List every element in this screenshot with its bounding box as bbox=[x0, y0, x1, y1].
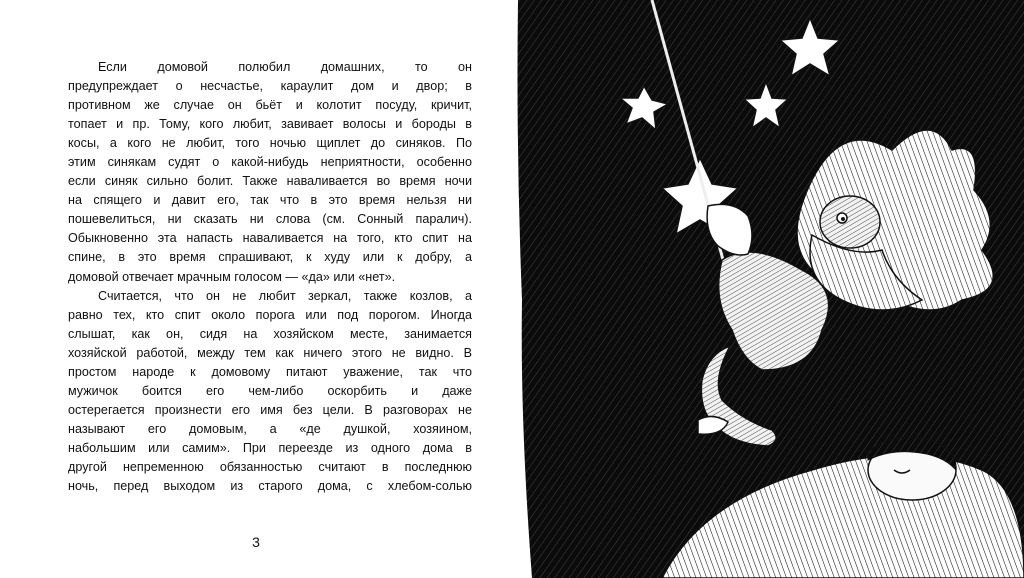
page-number: 3 bbox=[252, 534, 260, 550]
text-line: домовой отвечает мрачным голосом — «да» или «нет». bbox=[68, 269, 396, 284]
text-line: на спящего и давит его, так что в это время нельзя ни bbox=[68, 193, 472, 208]
text-line: хозяйской работой, между тем как ничего этого не видно. В bbox=[68, 345, 472, 360]
text-line: Считается, что он не любит зеркал, также козлов, а bbox=[98, 288, 472, 303]
text-line: косы, а кого не любит, того ночью щиплет до синяков. По bbox=[68, 136, 472, 151]
text-line: равно тех, кто спит около порога или под порогом. Иногда bbox=[68, 307, 472, 322]
text-line: простом народе к домовому питают уважение, так что bbox=[68, 364, 472, 379]
text-line: называют его домовым, а «де душкой, хозяином, bbox=[68, 421, 472, 436]
text-line: если синяк сильно болит. Также наваливается во время ночи bbox=[68, 174, 472, 189]
text-line: Обыкновенно эта напасть наваливается на того, кто спит на bbox=[68, 231, 472, 246]
text-line: мужичок боится его чем-либо оскорбить и даже bbox=[68, 383, 472, 398]
text-line: спине, в это время спрашивают, к худу или к добру, а bbox=[68, 250, 472, 265]
text-line: противном же случае он бьёт и колотит посуду, кричит, bbox=[68, 98, 472, 113]
text-line: остерегается произнести его имя без цели. В разговорах не bbox=[68, 402, 472, 417]
paragraph-2 bbox=[68, 287, 472, 497]
domovoi-pupil bbox=[841, 217, 845, 221]
text-line: топает и пр. Тому, кого любит, завивает волосы и бороды в bbox=[68, 117, 472, 132]
paragraph-1 bbox=[68, 58, 472, 287]
text-line: Если домовой полюбил домашних, то он bbox=[98, 60, 472, 74]
domovoi-face bbox=[820, 196, 880, 248]
text-line: ночь, перед выходом из старого дома, с хлебом-солью bbox=[68, 479, 472, 494]
text-line: этим синякам судят о какой-нибудь неприятности, особенно bbox=[68, 155, 472, 170]
body-text bbox=[68, 58, 472, 496]
illustration-page bbox=[512, 0, 1024, 578]
text-line: пошевелиться, ни сказать ни слова (см. Сонный паралич). bbox=[68, 212, 472, 227]
text-line: слышат, как он, сидя на хозяйском месте, занимается bbox=[68, 326, 472, 341]
text-line: набольшим или самим». При переезде из одного дома в bbox=[68, 440, 472, 455]
domovoi-illustration bbox=[512, 0, 1024, 578]
text-line: предупреждает о несчастье, караулит дом и двор; в bbox=[68, 79, 472, 94]
text-line: другой непременною обязанностью считают в последнюю bbox=[68, 459, 472, 474]
